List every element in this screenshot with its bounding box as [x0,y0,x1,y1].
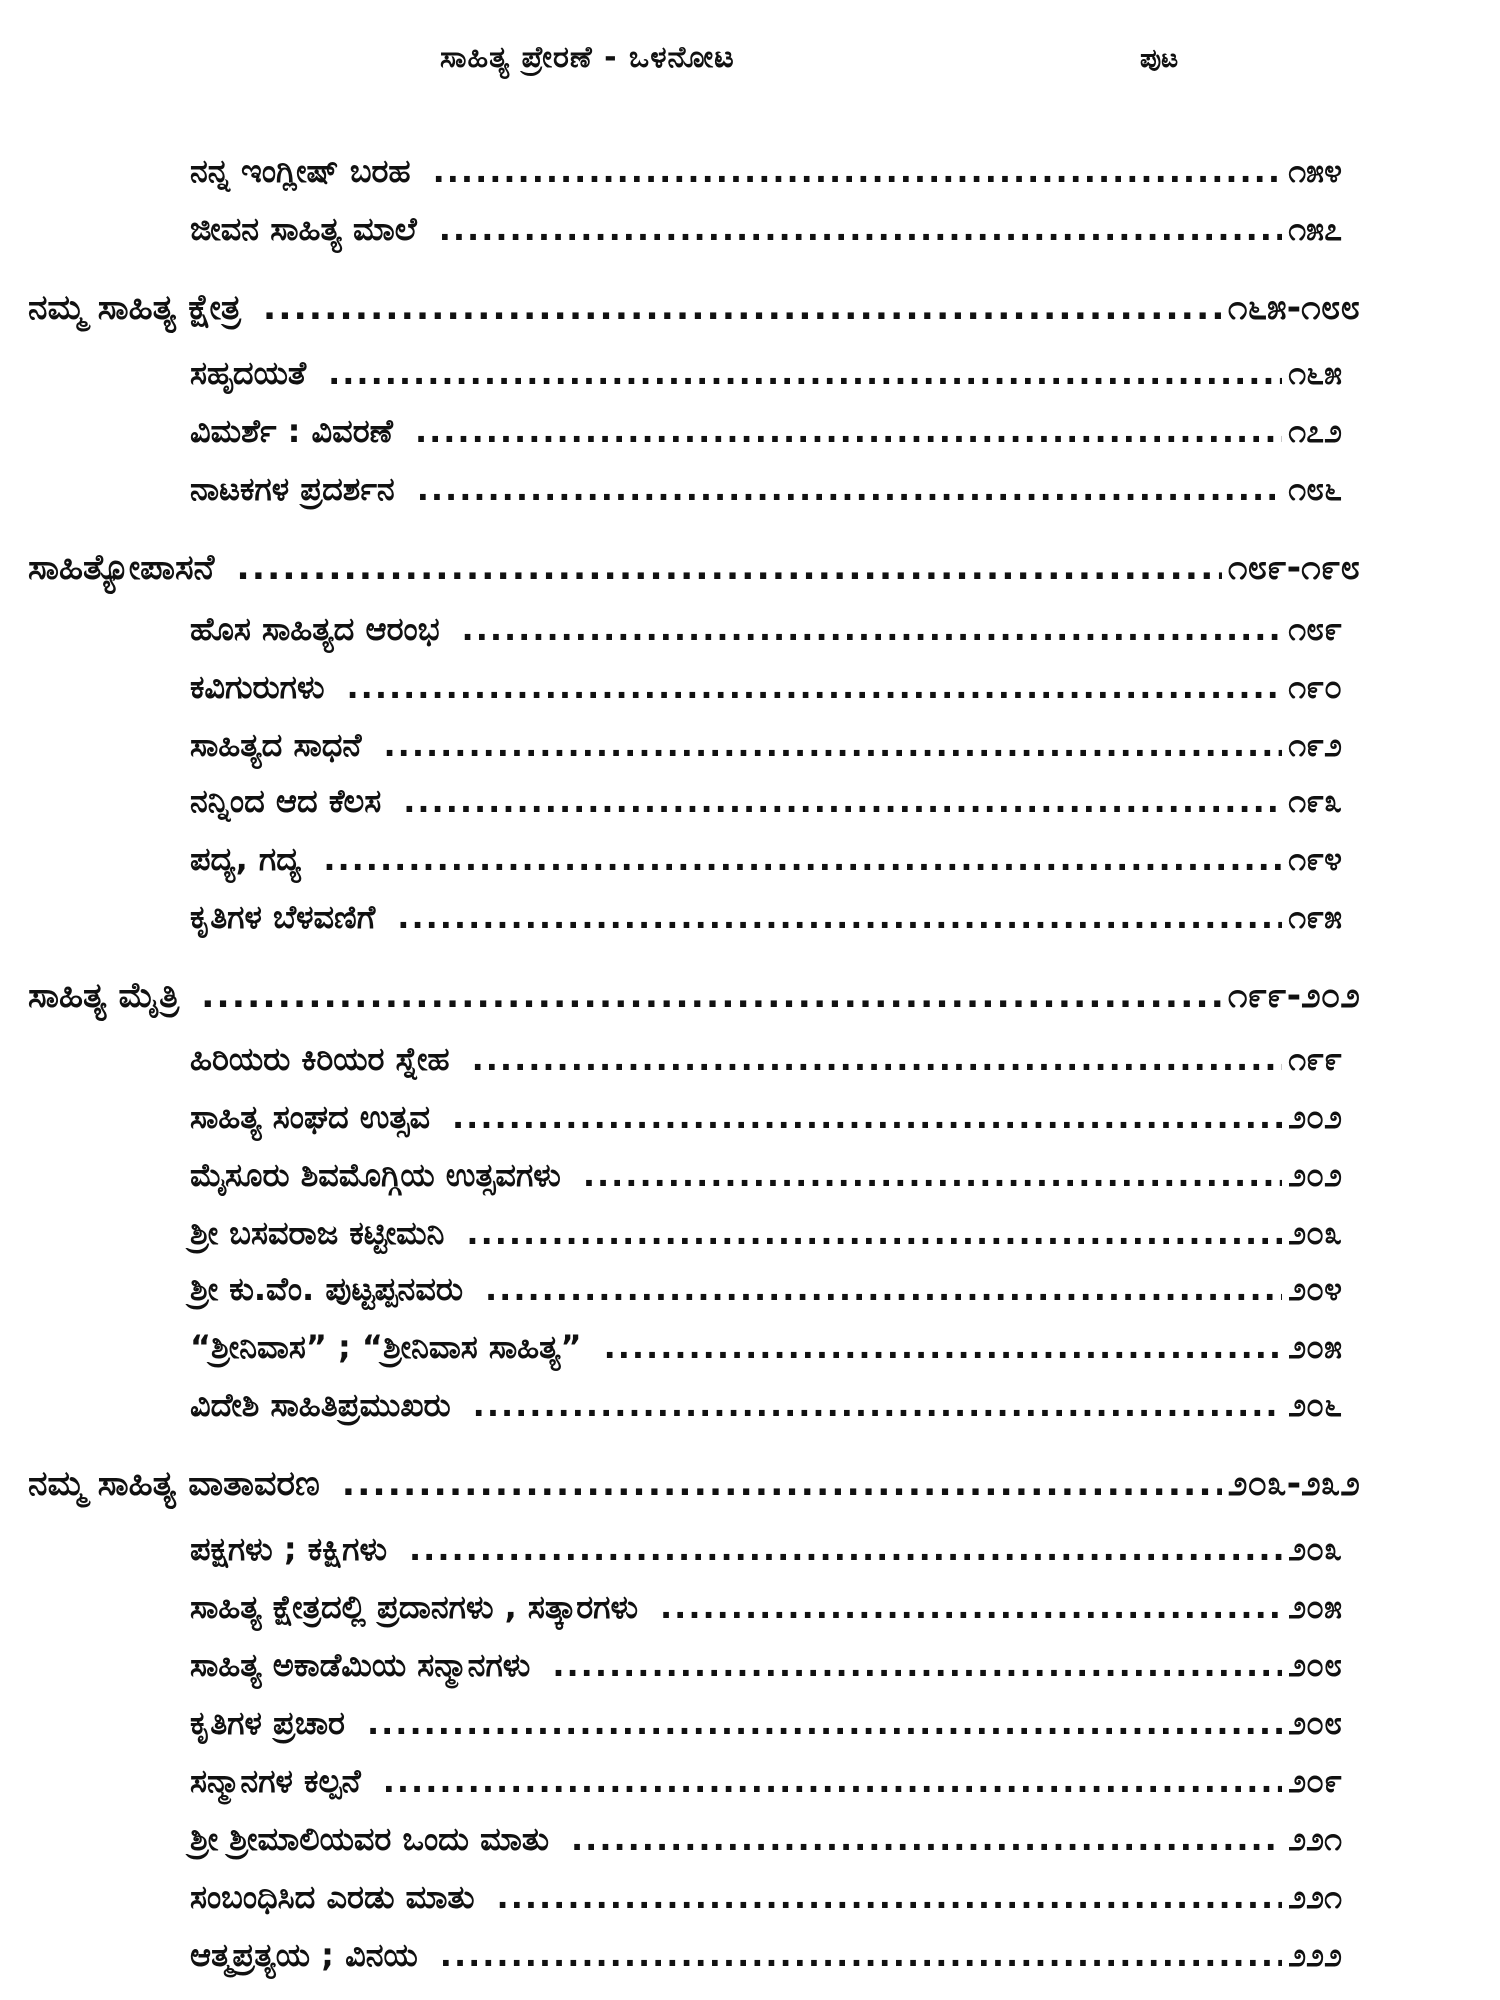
toc-entry-row [190,610,1342,658]
toc-section-row [28,548,1360,596]
toc-page-number: ೧೬೫ [1288,354,1342,392]
dot-leader [433,152,1283,190]
toc-page-number: ೧೯೫ [1288,898,1342,936]
toc-page-number: ೧೯೯ [1288,1040,1342,1078]
toc-entry-title: ವಿದೇಶಿ ಸಾಹಿತಿಪ್ರಮುಖರು [190,1386,451,1424]
toc-entry-row [190,1386,1342,1434]
toc-entry-title: ಸಹೃದಯತೆ [190,354,307,392]
dot-leader [367,1704,1282,1742]
page-title: ಸಾಹಿತ್ಯ ಪ್ರೇರಣೆ - ಒಳನೋಟ [440,40,735,75]
toc-entry-row [190,1098,1342,1146]
toc-entry-title: ಸಾಹಿತ್ಯ ಅಕಾಡೆಮಿಯ ಸನ್ಮಾನಗಳು [190,1646,531,1684]
toc-entry-row [190,1704,1342,1752]
toc-entry-title: “ಶ್ರೀನಿವಾಸ” ; “ಶ್ರೀನಿವಾಸ ಸಾಹಿತ್ಯ” [190,1328,582,1366]
dot-leader [417,470,1283,508]
toc-entry-title: ಆತ್ಮಪ್ರತ್ಯಯ ; ವಿನಯ [190,1936,418,1974]
dot-leader [415,412,1282,450]
dot-leader [328,354,1282,392]
toc-entry-row [190,1588,1342,1636]
dot-leader [462,610,1283,648]
toc-entry-row [190,1214,1342,1262]
toc-page-number: ೧೮೯ [1288,610,1342,648]
toc-page-number: ೨೦೫ [1288,1588,1342,1626]
toc-entry-row [190,1936,1342,1984]
dot-leader [466,1214,1282,1252]
toc-entry-title: ಹಿರಿಯರು ಕಿರಿಯರ ಸ್ನೇಹ [190,1040,450,1078]
toc-entry-row [190,354,1342,402]
toc-entry-row [190,210,1342,258]
toc-entry-title: ವಿಮರ್ಶೆ : ವಿವರಣೆ [190,412,393,450]
toc-section-row [28,1464,1360,1512]
dot-leader [236,548,1221,588]
toc-page-number: ೨೨೧ [1288,1820,1342,1858]
toc-entry-title: ಕವಿಗುರುಗಳು [190,668,325,706]
dot-leader [347,668,1283,706]
toc-page-number: ೨೨೨ [1288,1936,1342,1974]
toc-entry-row [190,1646,1342,1694]
toc-page-number: ೧೫೭ [1288,210,1342,248]
toc-entry-title: ಪಕ್ಷಗಳು ; ಕಕ್ಷಿಗಳು [190,1530,387,1568]
dot-leader [383,1762,1283,1800]
dot-leader [439,210,1283,248]
dot-leader [497,1878,1283,1916]
toc-entry-title: ಜೀವನ ಸಾಹಿತ್ಯ ಮಾಲೆ [190,210,417,248]
toc-entry-row [190,1762,1342,1810]
toc-entry-row [190,1270,1342,1318]
dot-leader [583,1156,1282,1194]
toc-page-number: ೨೦೮ [1288,1704,1342,1742]
toc-entry-title: ಕೃತಿಗಳ ಪ್ರಚಾರ [190,1704,345,1742]
toc-page-number: ೧೫೪ [1288,152,1342,190]
dot-leader [452,1098,1282,1136]
toc-page-number: ೨೦೮ [1288,1646,1342,1684]
toc-page-number: ೧೯೯-೨೦೨ [1227,976,1360,1016]
toc-entry-row [190,782,1342,830]
toc-entry-title: ಸಾಹಿತ್ಯೋಪಾಸನೆ [28,548,215,588]
toc-entry-row [190,1156,1342,1204]
dot-leader [473,1386,1283,1424]
dot-leader [263,288,1222,328]
toc-entry-title: ಸಂಬಂಧಿಸಿದ ಎರಡು ಮಾತು [190,1878,475,1916]
toc-page-number: ೧೭೨ [1288,412,1342,450]
toc-page-number: ೨೦೫ [1288,1328,1342,1366]
toc-entry-title: ಕೃತಿಗಳ ಬೆಳವಣಿಗೆ [190,898,376,936]
toc-entry-title: ಶ್ರೀ ಬಸವರಾಜ ಕಟ್ಟೀಮನಿ [190,1214,445,1252]
toc-entry-row [190,412,1342,460]
toc-entry-row [190,152,1342,200]
toc-page-number: ೧೯೩ [1288,782,1342,820]
toc-entry-row [190,1328,1342,1376]
dot-leader [397,898,1282,936]
toc-entry-row [190,1820,1342,1868]
toc-page-number: ೧೯೪ [1288,840,1342,878]
dot-leader [342,1464,1222,1504]
dot-leader [552,1646,1282,1684]
toc-entry-title: ಸಾಹಿತ್ಯ ಮೈತ್ರಿ [28,976,180,1016]
toc-page-number: ೨೦೩ [1288,1530,1342,1568]
toc-page-number: ೨೦೨ [1288,1156,1342,1194]
toc-entry-title: ಸಾಹಿತ್ಯ ಸಂಘದ ಉತ್ಸವ [190,1098,431,1136]
toc-page-number: ೧೮೬ [1288,470,1342,508]
toc-page-number: ೨೦೬ [1288,1386,1342,1424]
toc-entry-row [190,1530,1342,1578]
dot-leader [323,840,1282,878]
toc-page-number: ೨೦೩ [1288,1214,1342,1252]
dot-leader [604,1328,1283,1366]
toc-page-number: ೨೦೨ [1288,1098,1342,1136]
toc-entry-row [190,1040,1342,1088]
dot-leader [440,1936,1282,1974]
toc-entry-title: ನಮ್ಮ ಸಾಹಿತ್ಯ ವಾತಾವರಣ [28,1464,320,1504]
dot-leader [409,1530,1282,1568]
toc-entry-title: ಶ್ರೀ ಶ್ರೀಮಾಲಿಯವರ ಒಂದು ಮಾತು [190,1820,549,1858]
toc-entry-title: ಸನ್ಮಾನಗಳ ಕಲ್ಪನೆ [190,1762,361,1800]
toc-entry-title: ನನ್ನ ಇಂಗ್ಲೀಷ್ ಬರಹ [190,152,411,190]
dot-leader [660,1588,1282,1626]
toc-section-row [28,976,1360,1024]
toc-entry-row [190,668,1342,716]
toc-page-number: ೧೮೯-೧೯೮ [1227,548,1360,588]
toc-entry-title: ಸಾಹಿತ್ಯ ಕ್ಷೇತ್ರದಲ್ಲಿ ಪ್ರದಾನಗಳು , ಸತ್ಕಾರಗಳು [190,1588,639,1626]
toc-entry-title: ಪದ್ಯ, ಗದ್ಯ [190,840,302,878]
toc-entry-title: ನಾಟಕಗಳ ಪ್ರದರ್ಶನ [190,470,395,508]
dot-leader [384,726,1283,764]
page-column-label: ಪುಟ [1140,44,1179,74]
dot-leader [485,1270,1282,1308]
toc-entry-row [190,470,1342,518]
toc-page-number: ೨೦೪ [1288,1270,1342,1308]
toc-entry-title: ಸಾಹಿತ್ಯದ ಸಾಧನೆ [190,726,362,764]
toc-page-number: ೨೦೯ [1288,1762,1342,1800]
toc-entry-row [190,726,1342,774]
dot-leader [403,782,1282,820]
toc-section-row [28,288,1360,336]
dot-leader [201,976,1222,1016]
dot-leader [472,1040,1283,1078]
toc-entry-title: ಮೈಸೂರು ಶಿವಮೊಗ್ಗಿಯ ಉತ್ಸವಗಳು [190,1156,561,1194]
toc-page-number: ೧೯೦ [1288,668,1342,706]
toc-entry-title: ಶ್ರೀ ಕು.ವೆಂ. ಪುಟ್ಟಪ್ಪನವರು [190,1270,463,1308]
toc-page-number: ೨೦೩-೨೩೨ [1227,1464,1360,1504]
toc-page-number: ೨೨೧ [1288,1878,1342,1916]
toc-entry-title: ನಮ್ಮ ಸಾಹಿತ್ಯ ಕ್ಷೇತ್ರ [28,288,241,328]
toc-page-number: ೧೬೫-೧೮೮ [1227,288,1360,328]
toc-entry-title: ಹೊಸ ಸಾಹಿತ್ಯದ ಆರಂಭ [190,610,440,648]
toc-entry-row [190,840,1342,888]
toc-page-number: ೧೯೨ [1288,726,1342,764]
toc-entry-row [190,1878,1342,1926]
toc-entry-title: ನನ್ನಿಂದ ಆದ ಕೆಲಸ [190,782,382,820]
dot-leader [571,1820,1282,1858]
toc-entry-row [190,898,1342,946]
